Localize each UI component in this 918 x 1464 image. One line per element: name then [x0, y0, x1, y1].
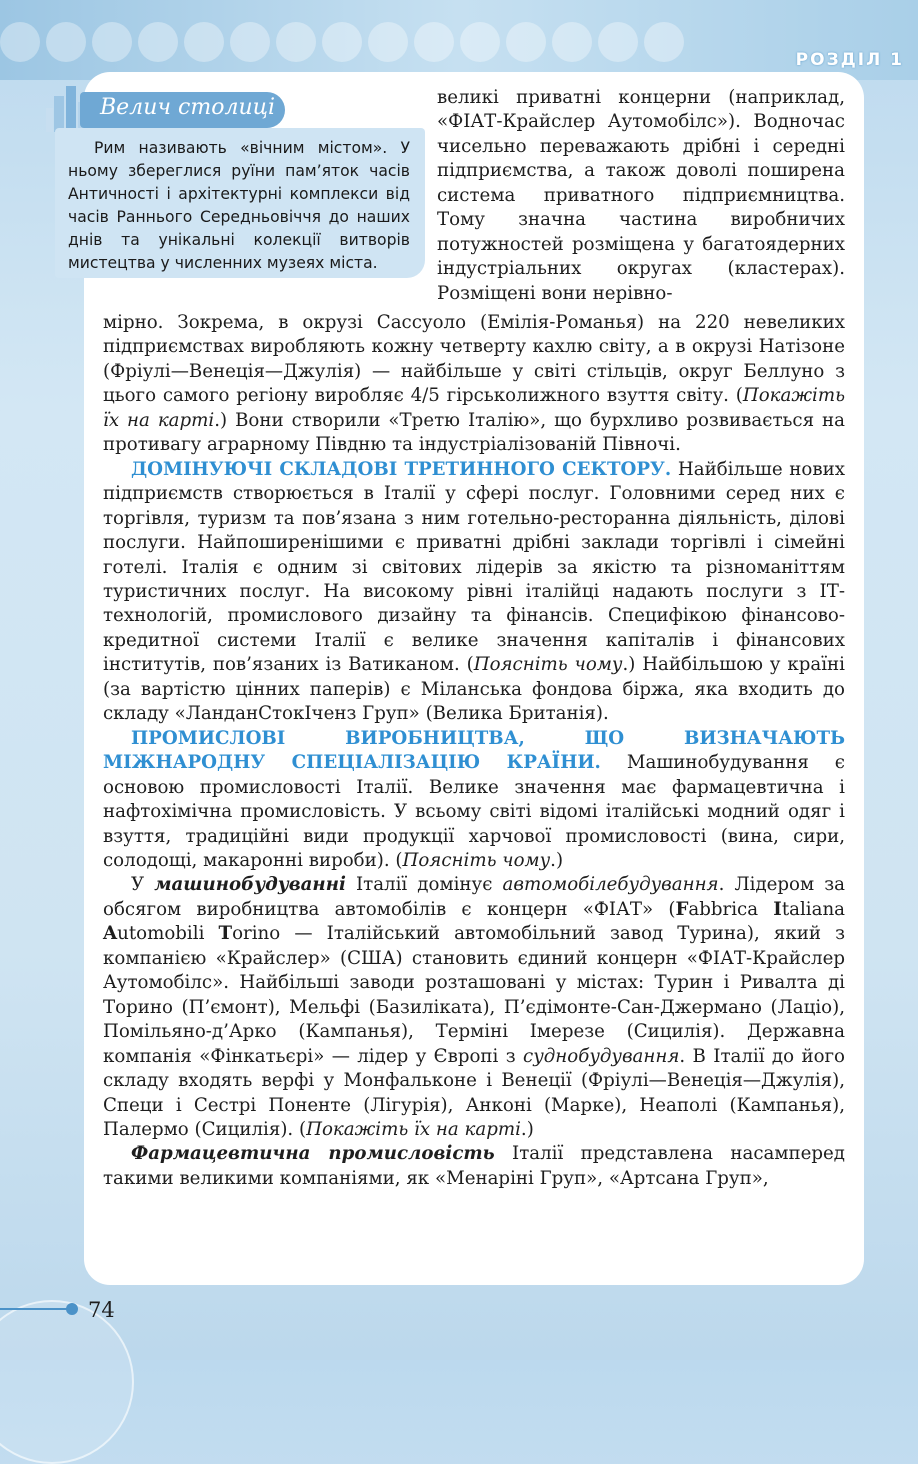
sidebar-text: Рим називають «вічним містом». У ньому збереглися руїни пам’яток часів Античності і архітектурні комплекси від часів Раннього Середньовіччя до наших днів та унікальні колекції витворів мистецтва у численних музеях міста. — [68, 139, 410, 272]
paragraph — [103, 1142, 845, 1191]
decorative-circles — [0, 22, 720, 62]
text-segment: F — [675, 898, 689, 920]
footer-line — [0, 1308, 70, 1310]
text-segment: abbrica — [688, 898, 774, 920]
sidebar-title: Велич столиці — [100, 95, 276, 120]
text-segment: Поясніть чому — [402, 849, 551, 871]
top-decorative-band — [0, 0, 918, 80]
text-segment: I — [773, 898, 782, 920]
text-segment: суднобудування — [523, 1045, 680, 1067]
text-segment: . Лідером за обсягом виробництва автомобілів є концерн «ФІАТ» ( — [103, 874, 845, 920]
text-segment: великі приватні концерни (наприклад, «ФІАТ-Крайслер Аутомобілс»). Водночас чисельно переважають дрібні і середні підприємства, а також доволі поширена система приватного підприємництва. Тому значна частина виробничих потужностей розміщена у багатоядерних індустріальних округах (кластерах). Розміщені вони нерівно- — [437, 87, 845, 304]
text-segment: Поясніть чому — [473, 654, 623, 676]
text-segment: . В Італії до його складу входять верфі у Монфальконе і Венеції (Фріулі—Венеція—Джулія), Специ і Сестрі Поненте (Лігурія), Анконі (Марке), Неаполі (Кампанья), Палермо (Сицилія). ( — [103, 1045, 846, 1140]
text-segment: Найбільше нових підприємств створюється в Італії у сфері послуг. Головними серед них є торгівля, туризм та пов’язана з ним готельно-ресторанна діяльність, ділові послуги. Найпоширенішими є приватні дрібні заклади торгівлі і сімейні готелі. Італія є одним зі світових лідерів за якістю та різноманіттям туристичних послуг. На високому рівні італійці надають послуги з ІТ-технологій, промислового дизайну та фінансів. Специфікою фінансово-кредитної системи Італії є велике значення капіталів і фінансових інститутів, пов’язаних із Ватиканом. ( — [103, 458, 845, 676]
chapter-label: РОЗДІЛ 1 — [795, 50, 904, 70]
section-heading: ПРОМИСЛОВІ ВИРОБНИЦТВА, ЩО ВИЗНАЧАЮТЬ МІЖНАРОДНУ СПЕЦІАЛІЗАЦІЮ КРАЇНИ. — [103, 727, 845, 774]
text-segment: .) — [520, 1118, 534, 1140]
paragraph — [103, 311, 845, 458]
paragraph — [103, 458, 845, 727]
main-text — [103, 311, 845, 1191]
section-heading: ДОМІНУЮЧІ СКЛАДОВІ ТРЕТИННОГО СЕКТОРУ. — [131, 458, 672, 480]
page-number: 74 — [88, 1298, 115, 1322]
text-segment: orino — Італійський автомобільний завод Турина), який з компанією «Крайслер» (США) становить єдиний концерн «ФІАТ-Крайслер Аутомобілс». Найбільші заводи розташовані у містах: Турин і Ривалта ді Торино (П’ємонт), Мельфі (Базиліката), П’єдімонте-Сан-Джермано (Лаціо), Помільяно-д’Арко (Кампанья), Терміні Імерезе (Сицилія). Державна компанія «Фінкатьєрі» — лідер у Європі з — [103, 923, 846, 1067]
text-segment: Фармацевтична промисловість — [131, 1143, 495, 1165]
globe-decoration — [0, 1300, 134, 1464]
text-segment: utomobili — [117, 923, 219, 945]
paragraph — [103, 873, 845, 1142]
text-segment: .) Найбільшою у країні (за вартістю цінних паперів) є Міланська фондова біржа, яка входить до складу «ЛанданСтокІченз Груп» (Велика Британія). — [103, 654, 845, 725]
top-column-text — [437, 86, 845, 306]
text-segment: Італії домінує — [345, 874, 503, 896]
text-segment: Покажіть їх на карті — [306, 1118, 521, 1140]
text-segment: .) — [550, 849, 564, 871]
text-segment: автомобілебудування — [502, 874, 719, 896]
paragraph — [437, 86, 845, 306]
text-segment: A — [103, 923, 118, 945]
text-segment: Італії представлена насамперед такими великими компаніями, як «Менаріні Груп», «Артсана Груп», — [103, 1143, 845, 1189]
text-segment: T — [218, 923, 233, 945]
text-segment: мірно. Зокрема, в окрузі Сассуоло (Емілія-Романья) на 220 невеликих підприємствах виробляють кожну четверту кахлю світу, а в окрузі Натізоне (Фріулі—Венеція—Джулія) — найбільше у світі стільців, округ Беллуно з цього самого регіону виробляє 4/5 гірськолижного взуття світу. ( — [103, 312, 845, 407]
text-segment: У — [131, 874, 155, 896]
text-segment: Покажіть їх на карті — [103, 385, 845, 431]
text-segment: машинобудуванні — [154, 874, 346, 896]
text-segment: .) Вони створили «Третю Італію», що бурхливо розвивається на противагу аграрному Півдню та індустріалізованій Півночі. — [103, 409, 845, 456]
text-segment: taliana — [781, 898, 845, 920]
text-segment: Машинобудування є основою промисловості Італії. Велике значення має фармацевтична і нафтохімічна промисловість. У всьому світі відомі італійські модний одяг і взуття, традиційні види продукції харчової промисловості (вина, сири, солодощі, макаронні вироби). ( — [103, 752, 845, 871]
footer-dot — [66, 1303, 78, 1315]
paragraph — [103, 727, 845, 874]
